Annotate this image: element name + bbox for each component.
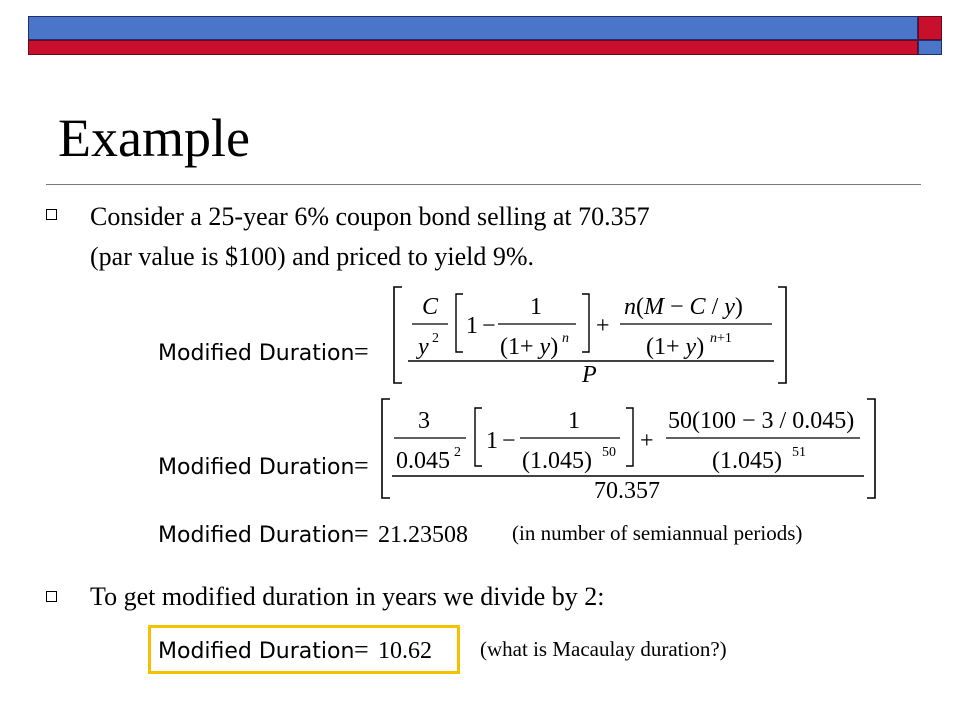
exponent-n-plus-1: n+1: [710, 331, 732, 346]
equals-sign: =: [354, 635, 369, 664]
result-value: 21.23508: [378, 522, 468, 548]
denominator-1-plus-y: (1+ y): [500, 334, 559, 360]
plus-sign: +: [596, 313, 610, 339]
formula-label: Modified Duration: [158, 341, 355, 366]
note-semiannual: (in number of semiannual periods): [512, 521, 803, 545]
formula-label: Modified Duration: [158, 523, 355, 548]
bullet-1-line-2: (par value is $100) and priced to yield 9%.: [90, 242, 535, 271]
bullet-2-line-1: To get modified duration in years we divide by 2:: [90, 582, 605, 611]
formula-result-years: [150, 628, 460, 670]
minus-sign: −: [502, 428, 516, 454]
term-one: 1: [466, 313, 478, 339]
title-divider: [46, 184, 921, 185]
denominator-1-plus-y-n1: (1+ y): [646, 334, 705, 360]
exponent-51: 51: [792, 445, 806, 460]
denominator-1-045: (1.045): [712, 448, 782, 474]
slide-title: Example: [58, 108, 250, 168]
formula-label: Modified Duration: [158, 639, 355, 664]
minus-sign: −: [482, 313, 496, 339]
numerator-n-m-c-y: n(M − C / y): [624, 294, 743, 320]
result-value: 10.62: [378, 638, 432, 664]
bullet-icon: [46, 209, 57, 220]
formula-result-semiannual: [150, 512, 510, 552]
note-macaulay: (what is Macaulay duration?): [480, 637, 727, 661]
header-square-red: [918, 16, 942, 40]
equals-sign: =: [354, 451, 369, 480]
symbol-c: C: [422, 294, 439, 320]
term-one: 1: [486, 428, 498, 454]
formula-general: [150, 282, 800, 390]
equals-sign: =: [354, 337, 369, 366]
fraction-numerator-one: 1: [530, 294, 542, 320]
exponent-2: 2: [454, 445, 461, 460]
bullet-icon: [46, 591, 57, 602]
formula-numeric: [150, 394, 880, 504]
header-square-blue: [918, 40, 942, 55]
exponent-50: 50: [602, 445, 616, 460]
exponent-2: 2: [432, 331, 439, 346]
numerator-3: 3: [418, 408, 430, 434]
equals-sign: =: [354, 519, 369, 548]
denominator-1-045: (1.045): [522, 448, 592, 474]
header-bar-red: [28, 40, 918, 55]
symbol-p: P: [582, 362, 597, 388]
header-bar-blue: [28, 16, 918, 40]
symbol-y: y: [418, 334, 429, 360]
denominator-price: 70.357: [594, 478, 660, 504]
plus-sign: +: [640, 428, 654, 454]
denominator-0-045: 0.045: [396, 448, 450, 474]
bullet-1-line-1: Consider a 25-year 6% coupon bond selling at 70.357: [90, 202, 650, 231]
formula-label: Modified Duration: [158, 455, 355, 480]
exponent-n: n: [562, 331, 569, 346]
fraction-numerator-one: 1: [568, 408, 580, 434]
numerator-50-expression: 50(100 − 3 / 0.045): [668, 408, 855, 434]
